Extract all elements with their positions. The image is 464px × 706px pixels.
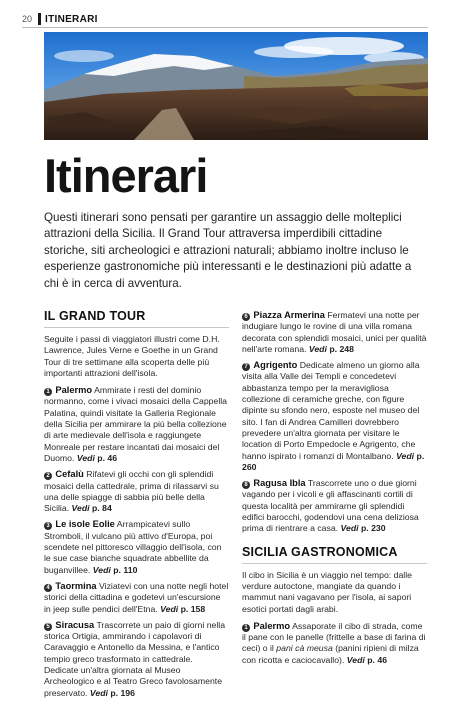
stop-text: Trascorrete uno o due giorni vagando per i vicoli e gli affascinanti cortili di questa località per ammirarne gli splendidi edifici barocchi, godendovi una cena deliziosa prima di rientrare a casa. bbox=[242, 478, 419, 534]
page-reference: Vedi p. 46 bbox=[346, 654, 388, 665]
stop-place: Ragusa Ibla bbox=[253, 478, 306, 489]
gastronomica-lead: Il cibo in Sicilia è un viaggio nel tempo: dalle verdure autoctone, mangiate da quando i mammut nani vagavano per l'isola, ai sapori esotici portati dagli arabi. bbox=[242, 569, 412, 614]
itinerary-stop bbox=[44, 385, 229, 464]
running-header-title: ITINERARI bbox=[45, 13, 98, 25]
left-column bbox=[44, 308, 229, 704]
stop-place: Siracusa bbox=[55, 619, 95, 630]
itinerary-stop bbox=[44, 519, 229, 575]
section-divider bbox=[44, 327, 229, 328]
page-reference: Vedi p. 230 bbox=[340, 523, 386, 534]
page-reference: Vedi p. 248 bbox=[308, 343, 354, 354]
stop-place: Agrigento bbox=[253, 360, 298, 371]
stop-text: Viziatevi con una notte negli hotel storici della cittadina e godetevi un'escursione in jeep sulle pendici dell'Etna. bbox=[44, 580, 229, 614]
page-reference: Vedi p. 260 bbox=[242, 450, 425, 472]
itinerary-stop bbox=[44, 581, 229, 615]
stop-number-badge: 6 bbox=[242, 313, 250, 321]
page-number: 20 bbox=[22, 14, 33, 24]
section-divider bbox=[242, 563, 427, 564]
right-column bbox=[242, 310, 427, 671]
stop-text: Assaporate il cibo di strada, come il pane con le panelle (frittelle a base di farina di ceci) o il bbox=[242, 620, 426, 654]
volcano-landscape-photo bbox=[44, 32, 428, 140]
intro-paragraph: Questi itinerari sono pensati per garantire un assaggio delle molteplici attrazioni della Sicilia. Il Grand Tour attraversa imperdibili cittadine storiche, siti archeologici e attrazioni naturali; abbiamo inoltre incluso le esperienze gastronomiche più interessanti e le destinazioni più adatte a chi è in cerca di avventura. bbox=[44, 211, 412, 290]
stop-text: Dedicate almeno un giorno alla visita alla Valle dei Templi e concedetevi abbastanza tempo per la meravigliosa collezione di ceramiche greche, con figure dipinte su sfondo nero, esposte nel museo del sito. I fan di Andrea Camilleri dovrebbero prevedere un'altra giornata per visitare le location di Porto Empedocle e Agrigento, che hanno ispirato i romanzi di Montalbano. bbox=[242, 360, 420, 461]
stop-number-badge: 8 bbox=[242, 481, 250, 489]
stop-number-badge: 7 bbox=[242, 363, 250, 371]
stop-text-italic: pani cà meusa bbox=[276, 643, 333, 654]
stop-text: Ammirate i resti del dominio normanno, come i vivaci mosaici della Cappella Palatina, quindi visitate la Galleria Regionale della Sicilia per ammirare la più bella collezione di arte medievale dell'isola e raggiungete Monreale per restare incantati dai mosaici del Duomo. bbox=[44, 385, 228, 463]
stop-place: Piazza Armerina bbox=[253, 310, 325, 320]
stop-place: Le isole Eolie bbox=[55, 519, 115, 530]
stop-number-badge: 3 bbox=[44, 522, 52, 530]
stop-number-badge: 1 bbox=[44, 388, 52, 396]
running-header bbox=[22, 12, 428, 26]
stop-place: Taormina bbox=[55, 580, 97, 591]
stop-number-badge: 4 bbox=[44, 584, 52, 592]
page-reference: Vedi p. 158 bbox=[160, 603, 206, 614]
itinerary-stop bbox=[242, 360, 427, 473]
stop-place: Palermo bbox=[253, 620, 291, 631]
grand-tour-heading: IL GRAND TOUR bbox=[44, 309, 146, 323]
page-reference: Vedi p. 196 bbox=[89, 687, 135, 698]
stop-text: Rifatevi gli occhi con gli splendidi mosaici della cattedrale, prima di rilassarvi su una delle spiagge di sabbia più belle della Sicilia. bbox=[44, 469, 219, 514]
header-divider bbox=[22, 27, 428, 28]
page-title: Itinerari bbox=[44, 149, 208, 202]
stop-place: Palermo bbox=[55, 385, 93, 396]
stop-text: (panini ripieni di milza con ricotta e caciocavallo). bbox=[242, 643, 419, 665]
page-reference: Vedi p. 84 bbox=[71, 503, 112, 514]
itinerary-stop bbox=[44, 620, 229, 699]
stop-text: Arrampicatevi sullo Stromboli, il vulcano più attivo d'Europa, poi scendete nel pittoresco villaggio dell'isola, con le sue case bianche squadrate abbellite da buganvillee. bbox=[44, 519, 222, 575]
gastronomica-heading: SICILIA GASTRONOMICA bbox=[242, 544, 398, 559]
itinerary-stop bbox=[242, 478, 427, 534]
stop-text: Fermatevi una notte per indugiare lungo le rovine di una villa romana decorata con splendidi mosaici, unici per qualità nell'arte romana. bbox=[242, 310, 427, 354]
stop-text: Trascorrete un paio di giorni nella storica Ortigia, ammirando i capolavori di Caravaggio e Antonello da Messina, e l'antico tempio greco trasformato in cattedrale. Dedicate un'altra giornata al Museo Archeologico e al Teatro Greco favolosamente preservato. bbox=[44, 619, 226, 698]
stop-number-badge: 1 bbox=[242, 624, 250, 632]
itinerary-stop bbox=[242, 621, 427, 666]
grand-tour-lead: Seguite i passi di viaggiatori illustri come D.H. Lawrence, Jules Verne e Goethe in un Grand Tour di tre settimane alla scoperta delle più importanti attrazioni dell'isola. bbox=[44, 334, 220, 378]
stop-number-badge: 2 bbox=[44, 472, 52, 480]
stop-number-badge: 5 bbox=[44, 623, 52, 631]
itinerary-stop bbox=[242, 310, 427, 355]
stop-place: Cefalù bbox=[55, 469, 84, 480]
page-reference: Vedi p. 110 bbox=[92, 564, 138, 575]
itinerary-stop bbox=[44, 469, 229, 514]
header-marker bbox=[38, 13, 41, 25]
page-reference: Vedi p. 46 bbox=[76, 452, 118, 463]
